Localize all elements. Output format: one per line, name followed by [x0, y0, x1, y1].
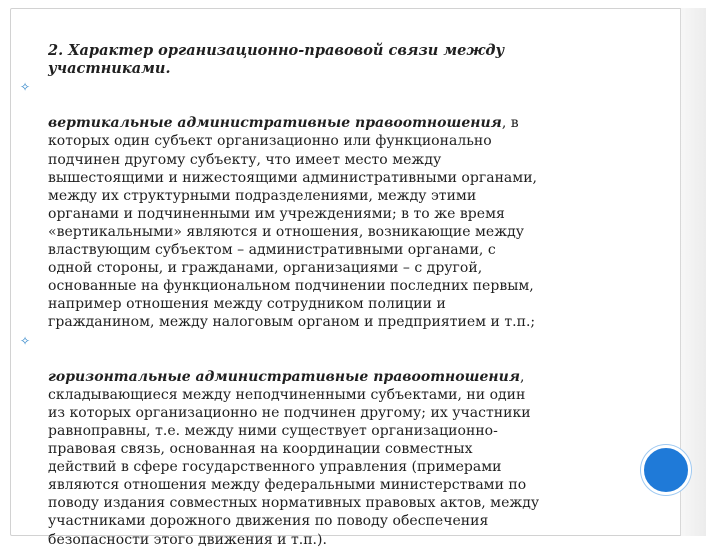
hollow-diamond-bullet-icon: ✧	[20, 333, 31, 348]
bullet-term: вертикальные административные правоотношения	[48, 115, 502, 132]
slide-content	[20, 42, 658, 549]
slide-heading: 2. Характер организационно-правовой связи между участниками.	[48, 42, 505, 78]
hollow-diamond-bullet-icon: ✧	[20, 80, 31, 95]
bullet-text: , складывающиеся между неподчиненными субъектами, ни один из которых организационно не подчинен другому; их участники равноправны, т.е. между ними существует организационно- правовая связь, основанная на координации совместных действий в сфере государственного управления (примерами являются отношения между федеральными министерствами по поводу издания совместных нормативных правовых актов, между участниками дорожного движения по поводу обеспечения безопасности этого движения и т.п.).	[48, 368, 540, 548]
bullet-item-vertical	[20, 78, 658, 331]
bullet-item-horizontal	[20, 332, 658, 549]
bullet-text: , в которых один субъект организационно или функционально подчинен другому субъекту, что имеет место между вышестоящими и нижестоящими административными органами, между их структурными подразделениями, между этими органами и подчиненными им учреждениями; в то же время «вертикальными» являются и отношения, возникающие между властвующим субъектом – административными органами, с одной стороны, и гражданами, организациями – с другой, основанные на функциональном подчинении последних первым, например отношения между сотрудником полиции и гражданином, между налоговым органом и предприятием и т.п.;	[48, 115, 538, 331]
bullet-term: горизонтальные административные правоотношения	[48, 368, 520, 385]
